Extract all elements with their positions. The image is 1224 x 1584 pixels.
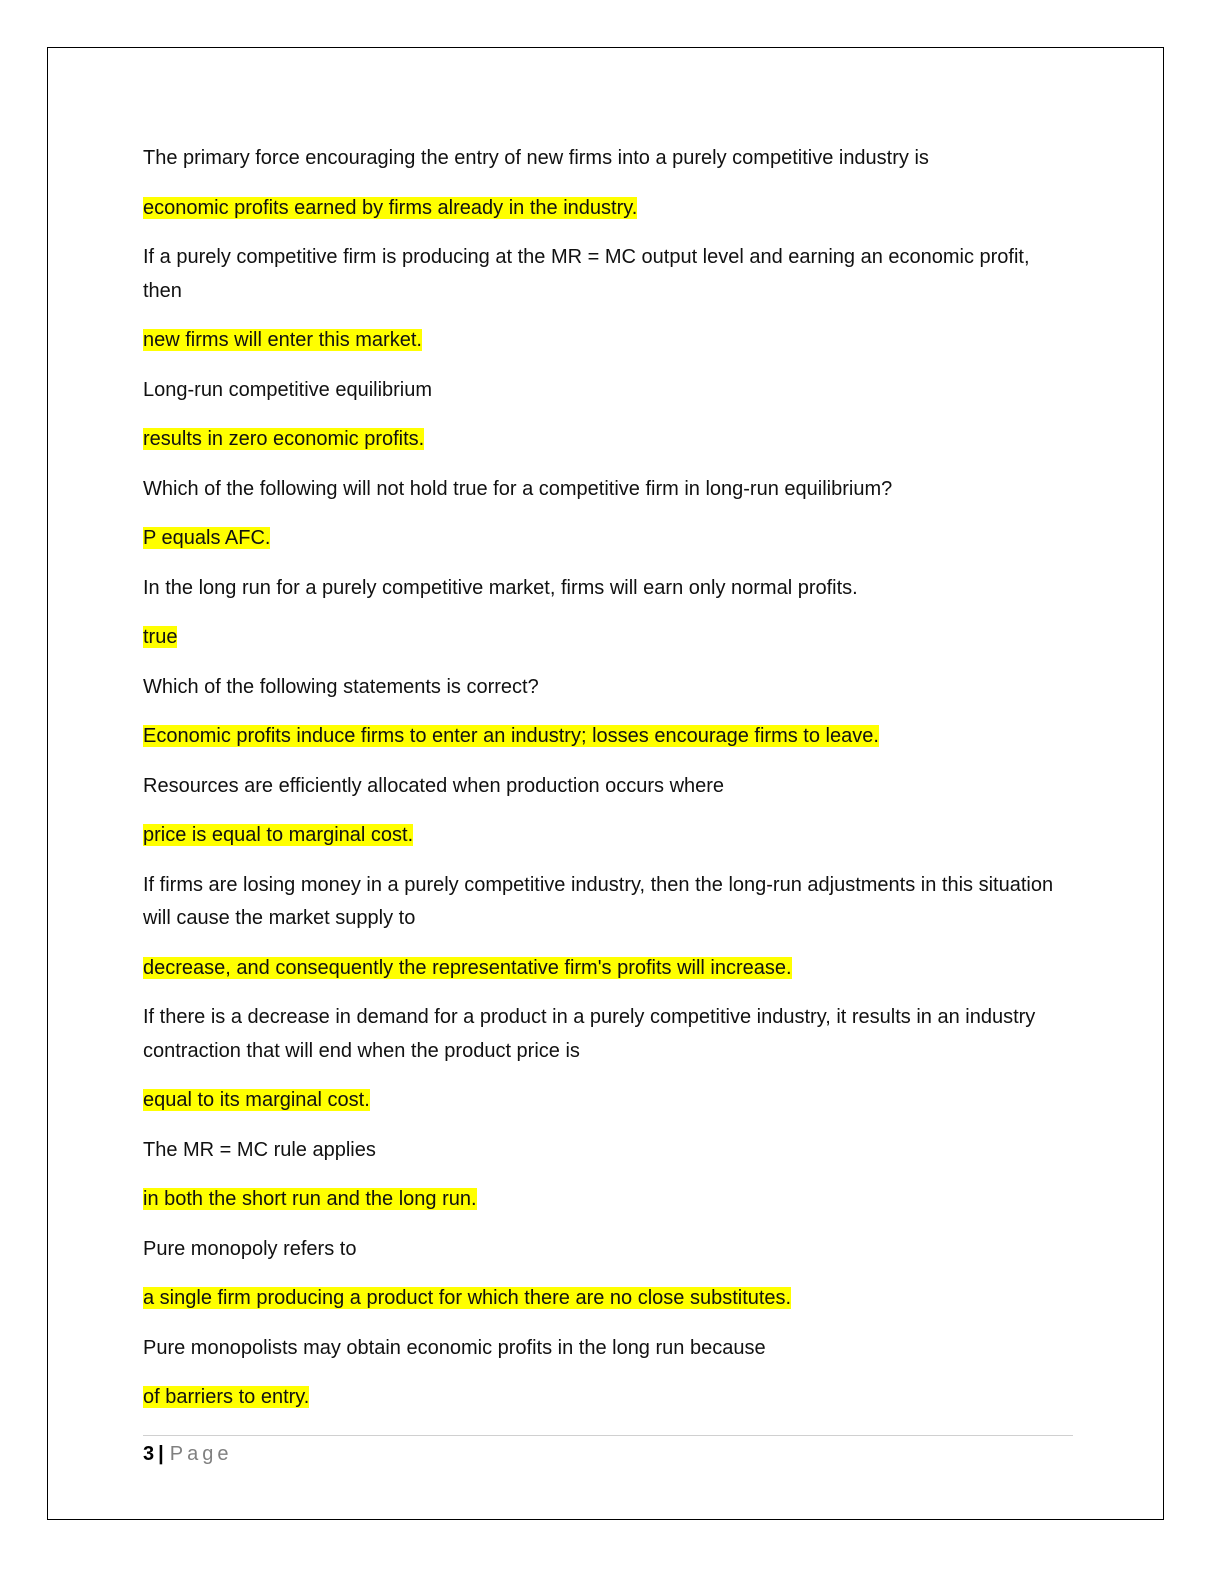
page-footer: [143, 1440, 232, 1468]
document-body: [143, 142, 1068, 1431]
answer-highlight: price is equal to marginal cost.: [143, 824, 414, 846]
answer-text: [143, 192, 1068, 226]
question-text: Pure monopolists may obtain economic profits in the long run because: [143, 1336, 766, 1359]
question-text: If there is a decrease in demand for a product in a purely competitive industry, it results in an industry contraction that will end when the product price is: [143, 1006, 1036, 1062]
answer-highlight: results in zero economic profits.: [143, 428, 425, 450]
page-number: 3: [143, 1443, 155, 1465]
question-text: In the long run for a purely competitive market, firms will earn only normal profits.: [143, 576, 858, 599]
question-text: Pure monopoly refers to: [143, 1237, 357, 1260]
answer-highlight: equal to its marginal cost.: [143, 1089, 370, 1111]
footer-separator: |: [158, 1443, 164, 1465]
answer-highlight: a single firm producing a product for which there are no close substitutes.: [143, 1287, 792, 1309]
question-text: Resources are efficiently allocated when production occurs where: [143, 774, 725, 797]
answer-highlight: Economic profits induce firms to enter an industry; losses encourage firms to leave.: [143, 725, 879, 747]
answer-text: [143, 423, 1068, 457]
answer-highlight: economic profits earned by firms already in the industry.: [143, 196, 638, 219]
answer-text: [143, 1381, 1068, 1415]
question-text: Which of the following will not hold true for a competitive firm in long-run equilibrium?: [143, 477, 893, 500]
question-text: If firms are losing money in a purely competitive industry, then the long-run adjustments in this situation will cause the market supply to: [143, 873, 1054, 929]
answer-highlight: of barriers to entry.: [143, 1386, 310, 1408]
answer-highlight: P equals AFC.: [143, 527, 271, 549]
page-label: Page: [169, 1443, 233, 1465]
question-text: The MR = MC rule applies: [143, 1138, 376, 1161]
question-text: Long-run competitive equilibrium: [143, 378, 433, 401]
answer-text: [143, 720, 1068, 754]
answer-text: [143, 522, 1068, 556]
answer-highlight: decrease, and consequently the representative firm's profits will increase.: [143, 956, 792, 979]
answer-text: [143, 1282, 1068, 1316]
answer-text: [143, 1084, 1068, 1118]
answer-text: [143, 324, 1068, 358]
answer-highlight: in both the short run and the long run.: [143, 1188, 477, 1210]
footer-divider: [143, 1435, 1073, 1436]
answer-text: [143, 819, 1068, 853]
answer-text: [143, 621, 1068, 655]
question-text: The primary force encouraging the entry of new firms into a purely competitive industry is: [143, 147, 929, 169]
question-text: Which of the following statements is correct?: [143, 675, 539, 698]
answer-highlight: new firms will enter this market.: [143, 329, 422, 351]
answer-text: [143, 1183, 1068, 1217]
question-text: If a purely competitive firm is producing at the MR = MC output level and earning an economic profit, then: [143, 246, 1030, 302]
answer-text: [143, 952, 1068, 986]
answer-highlight: true: [143, 626, 178, 648]
